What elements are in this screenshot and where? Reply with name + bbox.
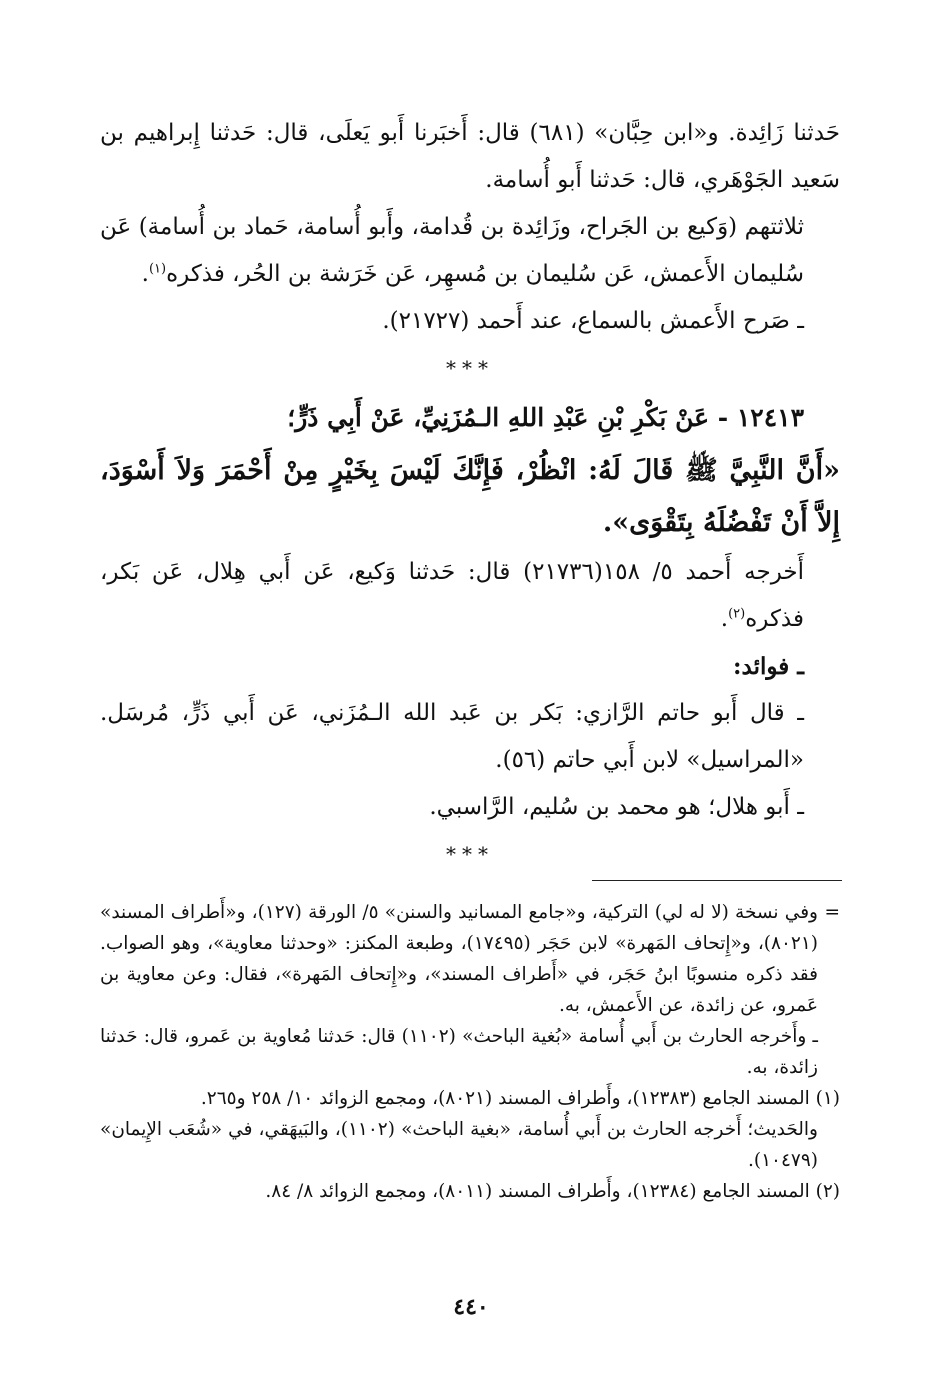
fawaid-item-1: ـ قال أَبو حاتم الرَّازي: بَكر بن عَبد الله الـمُزَني، عَن أَبي ذَرٍّ، مُرسَل. «المراسيل» لابن أَبي حاتم (٥٦). (100, 700, 804, 773)
footnote-1: (١) المسند الجامع (١٢٣٨٣)، وأَطراف المسند (٨٠٢١)، ومجمع الزوائد ١٠/ ٢٥٨ و٢٦٥. (200, 1088, 840, 1109)
footnotes (100, 897, 840, 1207)
footnote-ref-1: (١) (148, 261, 167, 277)
footnote-continuation (100, 897, 840, 1021)
fawaid-heading: ـ فوائد: (733, 653, 804, 680)
continuation-text: وفي نسخة (لا له لي) التركية، و«جامع المسانيد والسنن» ٥/ الورقة (١٢٧)، و«أَطراف المسند» (٨٠٢١)، و«إِتحاف المَهرة» لابن حَجَر (١٧٤٩٥)، وطبعة المكنز: «وحدثنا معاوية»، وهو الصواب. فقد ذكره منسوبًا ابنُ حَجَر، في «أَطراف المسند»، و«إِتحاف المَهرة»، فقال: وعن معاوية بن عَمرو، عن زائدة، عن الأَعمش، به. (100, 902, 818, 1016)
hadith-number: ١٢٤١٣ - (717, 403, 804, 432)
hadith-heading (100, 391, 840, 445)
line-2-end: . (141, 261, 149, 287)
section-separator: *** (446, 356, 494, 380)
footnote-1-continuation: والحَديث؛ أَخرجه الحارث بن أَبي أُسامة، «بغية الباحث» (١١٠٢)، والبَيهَقي، في «شُعَب الإِيمان» (١٠٤٧٩). (100, 1119, 818, 1171)
takhrij-text: أَخرجه أَحمد ٥/ ١٥٨(٢١٧٣٦) قال: حَدثنا وَكيع، عَن أَبي هِلال، عَن بَكر، فذكره (100, 559, 805, 632)
text-line-3: ـ صَرح الأَعمش بالسماع، عند أَحمد (٢١٧٢٧). (382, 308, 804, 334)
footnote-continuation-2: ـ وأَخرجه الحارث بن أَبي أُسامة «بُغية الباحث» (١١٠٢) قال: حَدثنا مُعاوية بن عَمرو، قال: حَدثنا زائدة، به. (100, 1026, 818, 1078)
page-number: ٤٤٠ (453, 1294, 489, 1320)
footnote-2: (٢) المسند الجامع (١٢٣٨٤)، وأَطراف المسند (٨٠١١)، ومجمع الزوائد ٨/ ٨٤. (265, 1181, 840, 1202)
fawaid-item-2: ـ أَبو هلال؛ هو محمد بن سُليم، الرَّاسبي. (429, 794, 804, 820)
takhrij-line (100, 549, 840, 643)
line-2-text: ثلاثتهم (وَكيع بن الجَراح، وزَائِدة بن قُدامة، وأَبو أُسامة، حَماد بن أُسامة) عَن سُليمان الأَعمش، عَن سُليمان بن مُسهِر، عَن خَرَشة بن الحُر، فذكره (100, 214, 804, 287)
section-separator-2: *** (446, 842, 494, 866)
hadith-matn: «أَنَّ النَّبِيَّ ﷺ قَالَ لَهُ: انْظُرْ، فَإِنَّكَ لَيْسَ بِخَيْرٍ مِنْ أَحْمَرَ وَلاَ أَسْوَدَ، إِلاَّ أَنْ تَفْضُلَهُ بِتَقْوَى». (100, 455, 840, 538)
text-line-1: حَدثنا زَائِدة. و«ابن حِبَّان» (٦٨١) قال: أَخبَرنا أَبو يَعلَى، قال: حَدثنا إِبراهيم بن سَعيد الجَوْهَري، قال: حَدثنا أَبو أُسامة. (100, 120, 840, 193)
footnote-ref-2: (٢) (728, 606, 746, 622)
footnote-divider (592, 880, 842, 881)
text-line-2 (100, 204, 840, 298)
continuation-mark: = (824, 902, 840, 923)
takhrij-end: . (720, 606, 729, 632)
hadith-isnad: عَنْ بَكْرِ بْنِ عَبْدِ اللهِ الـمُزَنِيِّ، عَنْ أَبِي ذَرٍّ؛ (287, 403, 710, 432)
main-text (100, 110, 840, 877)
